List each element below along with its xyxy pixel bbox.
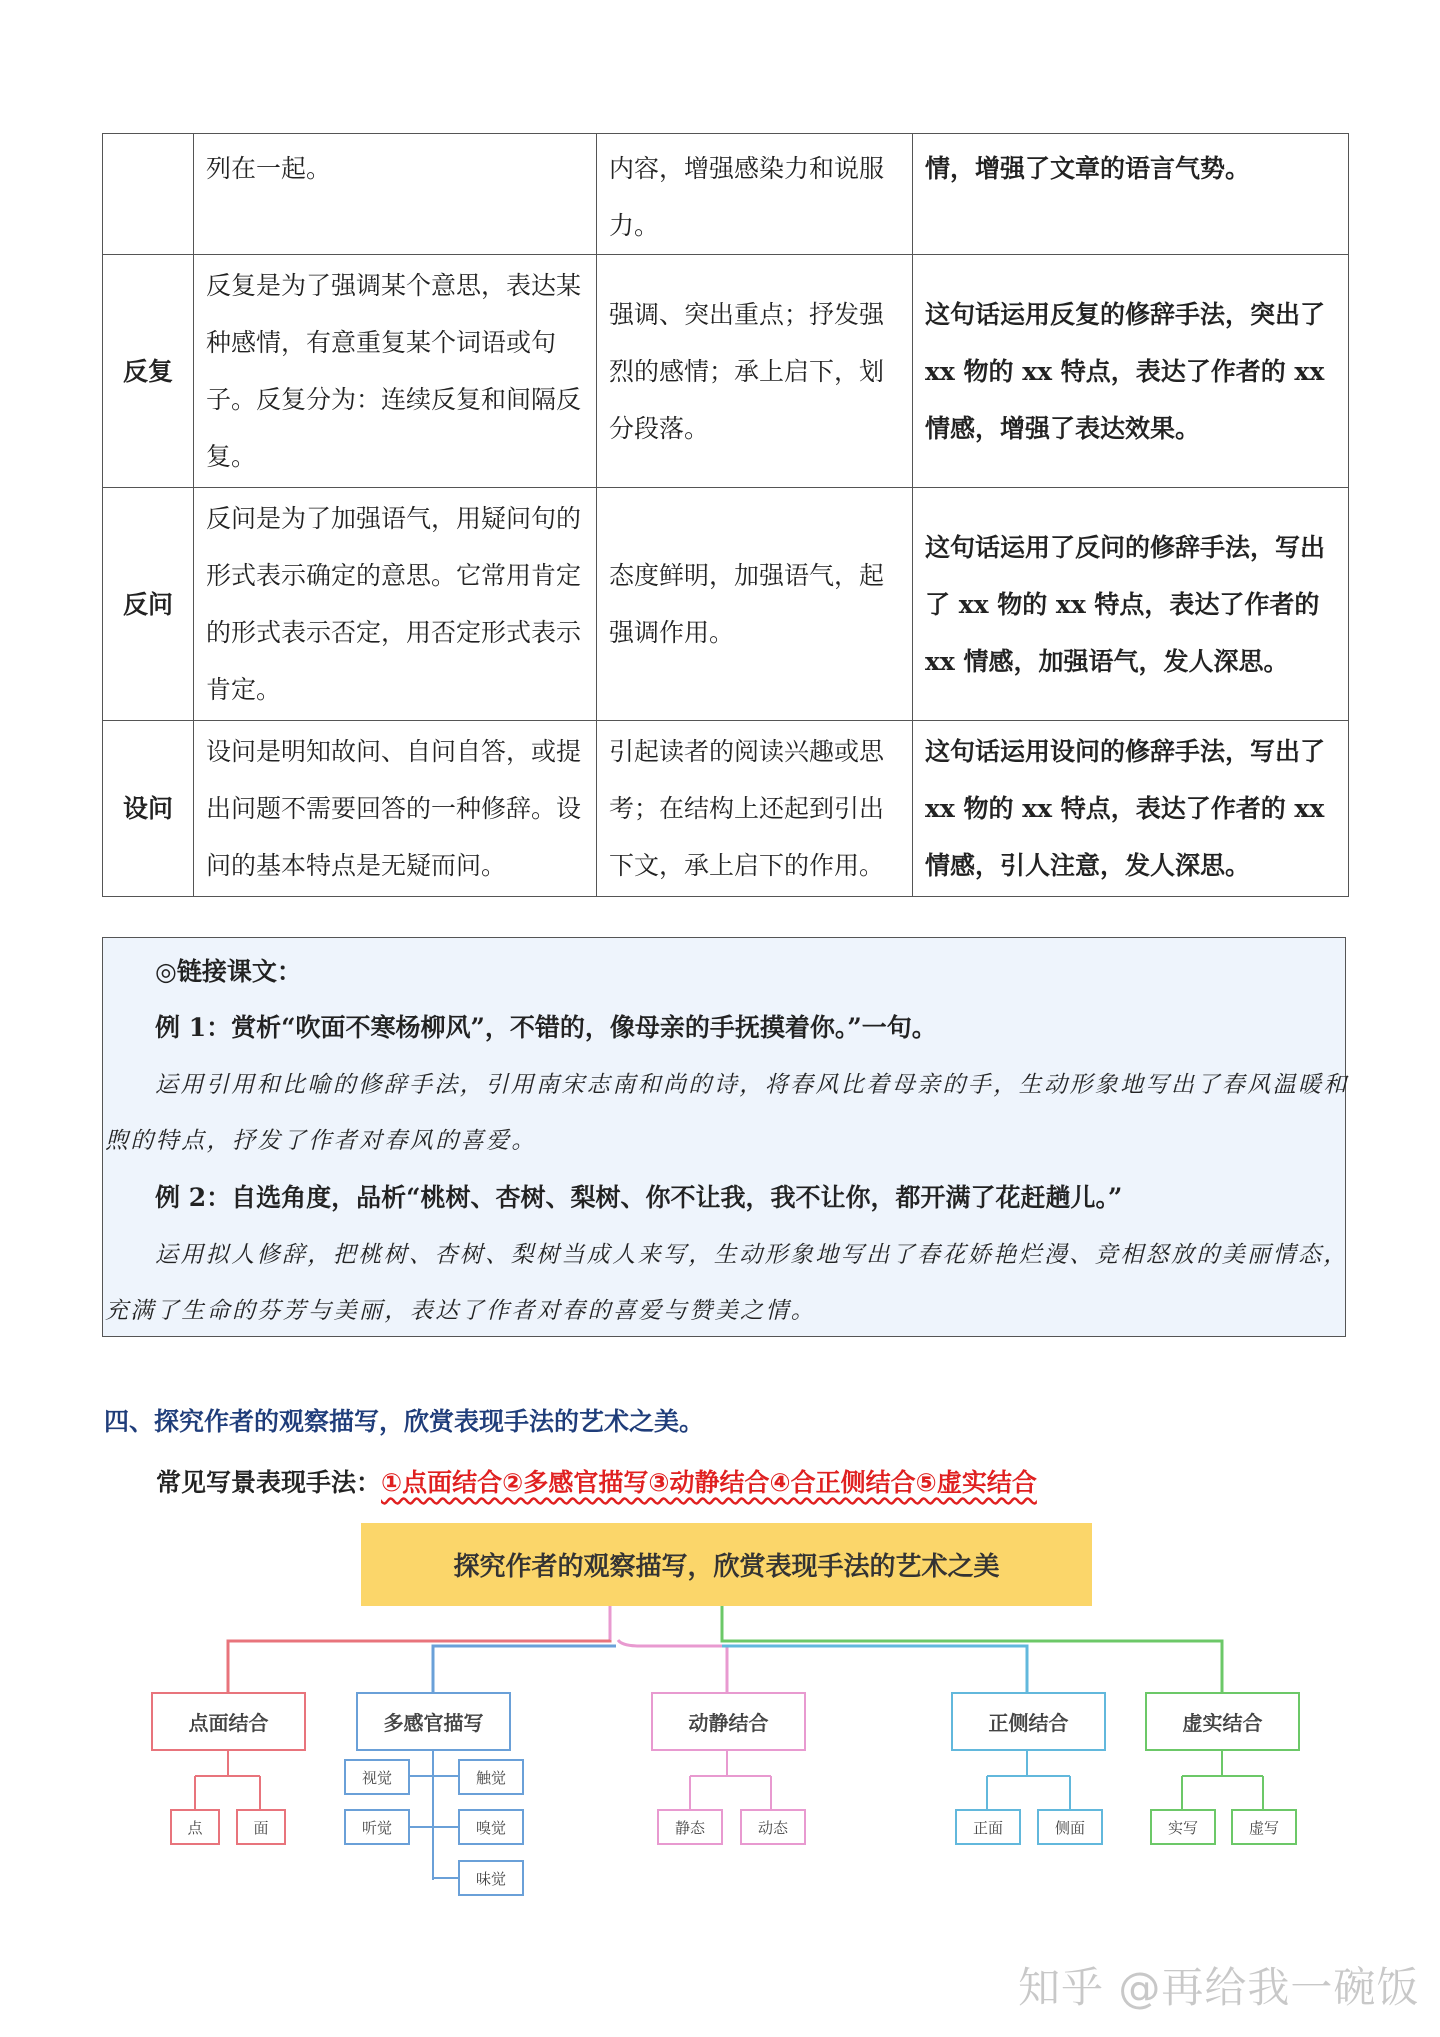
example-2-answer-line: 充满了生命的芬芳与美丽，表达了作者对春的喜爱与赞美之情。 — [105, 1298, 817, 1324]
connector — [195, 1750, 260, 1809]
connector — [722, 1646, 1027, 1692]
example-1-answer-line: 煦的特点，抒发了作者对春风的喜爱。 — [105, 1128, 537, 1154]
mind-map-leaf: 正面 — [955, 1809, 1021, 1845]
mind-map-leaf: 视觉 — [344, 1759, 410, 1795]
connector — [433, 1646, 616, 1692]
mind-map-leaf: 动态 — [740, 1809, 806, 1845]
mind-map-branch: 正侧结合 — [951, 1692, 1106, 1751]
mind-map-leaf: 虚写 — [1231, 1809, 1297, 1845]
answer-template: 这句话运用反复的修辞手法，突出了xx 物的 xx 特点，表达了作者的 xx 情感，增强了表达效果。 — [913, 255, 1349, 488]
mind-map-leaf: 触觉 — [458, 1759, 524, 1795]
answer-template: 这句话运用设问的修辞手法，写出了xx 物的 xx 特点，表达了作者的 xx 情感，引人注意，发人深思。 — [913, 721, 1349, 897]
mind-map-leaf: 实写 — [1150, 1809, 1216, 1845]
example-heading: ◎链接课文： — [155, 957, 302, 986]
connector — [690, 1750, 771, 1809]
connector — [722, 1640, 1222, 1692]
mind-map-leaf: 味觉 — [458, 1860, 524, 1896]
device-effect: 内容，增强感染力和说服力。 — [597, 134, 913, 255]
mind-map-branch: 点面结合 — [151, 1692, 306, 1751]
device-definition: 反问是为了加强语气，用疑问句的形式表示确定的意思。它常用肯定的形式表示否定，用否定形式表示肯定。 — [194, 488, 597, 721]
device-definition: 反复是为了强调某个意思，表达某种感情，有意重复某个词语或句子。反复分为：连续反复和间隔反复。 — [194, 255, 597, 488]
device-effect: 引起读者的阅读兴趣或思考；在结构上还起到引出下文，承上启下的作用。 — [597, 721, 913, 897]
connector — [618, 1640, 727, 1692]
device-name: 反复 — [103, 255, 194, 488]
section-title: 四、探究作者的观察描写，欣赏表现手法的艺术之美。 — [104, 1407, 705, 1436]
mind-map-branch: 虚实结合 — [1145, 1692, 1300, 1751]
example-2-answer-line: 运用拟人修辞，把桃树、杏树、梨树当成人来写，生动形象地写出了春花娇艳烂漫、竞相怒放的美丽情态， — [155, 1242, 1349, 1268]
mind-map-branch: 多感官描写 — [356, 1692, 511, 1751]
mind-map-leaf: 面 — [236, 1809, 286, 1845]
connector — [228, 1640, 610, 1692]
mind-map-root: 探究作者的观察描写，欣赏表现手法的艺术之美 — [361, 1523, 1092, 1606]
device-definition: 设问是明知故问、自问自答，或提出问题不需要回答的一种修辞。设问的基本特点是无疑而问。 — [194, 721, 597, 897]
example-1-question: 例 1：赏析“吹面不寒杨柳风”，不错的，像母亲的手抚摸着你。”一句。 — [155, 1013, 937, 1042]
mind-map-leaf: 静态 — [657, 1809, 723, 1845]
device-name: 设问 — [103, 721, 194, 897]
example-1-answer-line: 运用引用和比喻的修辞手法，引用南宋志南和尚的诗，将春风比着母亲的手，生动形象地写出了春风温暖和 — [155, 1072, 1349, 1098]
mind-map-leaf: 侧面 — [1037, 1809, 1103, 1845]
mind-map-branch: 动静结合 — [651, 1692, 806, 1751]
mind-map-leaf: 嗅觉 — [458, 1809, 524, 1845]
device-name: 反问 — [103, 488, 194, 721]
device-effect: 强调、突出重点；抒发强烈的感情；承上启下，划分段落。 — [597, 255, 913, 488]
watermark: 知乎 @再给我一碗饭 — [1018, 1963, 1420, 2012]
device-definition: 列在一起。 — [194, 134, 597, 255]
device-effect: 态度鲜明，加强语气，起强调作用。 — [597, 488, 913, 721]
methods-list: ①点面结合②多感官描写③动静结合④合正侧结合⑤虚实结合 — [381, 1468, 1037, 1497]
methods-label: 常见写景表现手法： — [156, 1468, 382, 1497]
answer-template: 这句话运用了反问的修辞手法，写出了 xx 物的 xx 特点，表达了作者的 xx 情感，加强语气，发人深思。 — [913, 488, 1349, 721]
example-2-question: 例 2：自选角度，品析“桃树、杏树、梨树、你不让我，我不让你，都开满了花赶趟儿。” — [155, 1183, 1123, 1212]
answer-template: 情，增强了文章的语言气势。 — [913, 134, 1349, 255]
mind-map-leaf: 听觉 — [344, 1809, 410, 1845]
connector — [987, 1750, 1070, 1809]
connector — [1182, 1750, 1263, 1809]
mind-map-leaf: 点 — [170, 1809, 220, 1845]
